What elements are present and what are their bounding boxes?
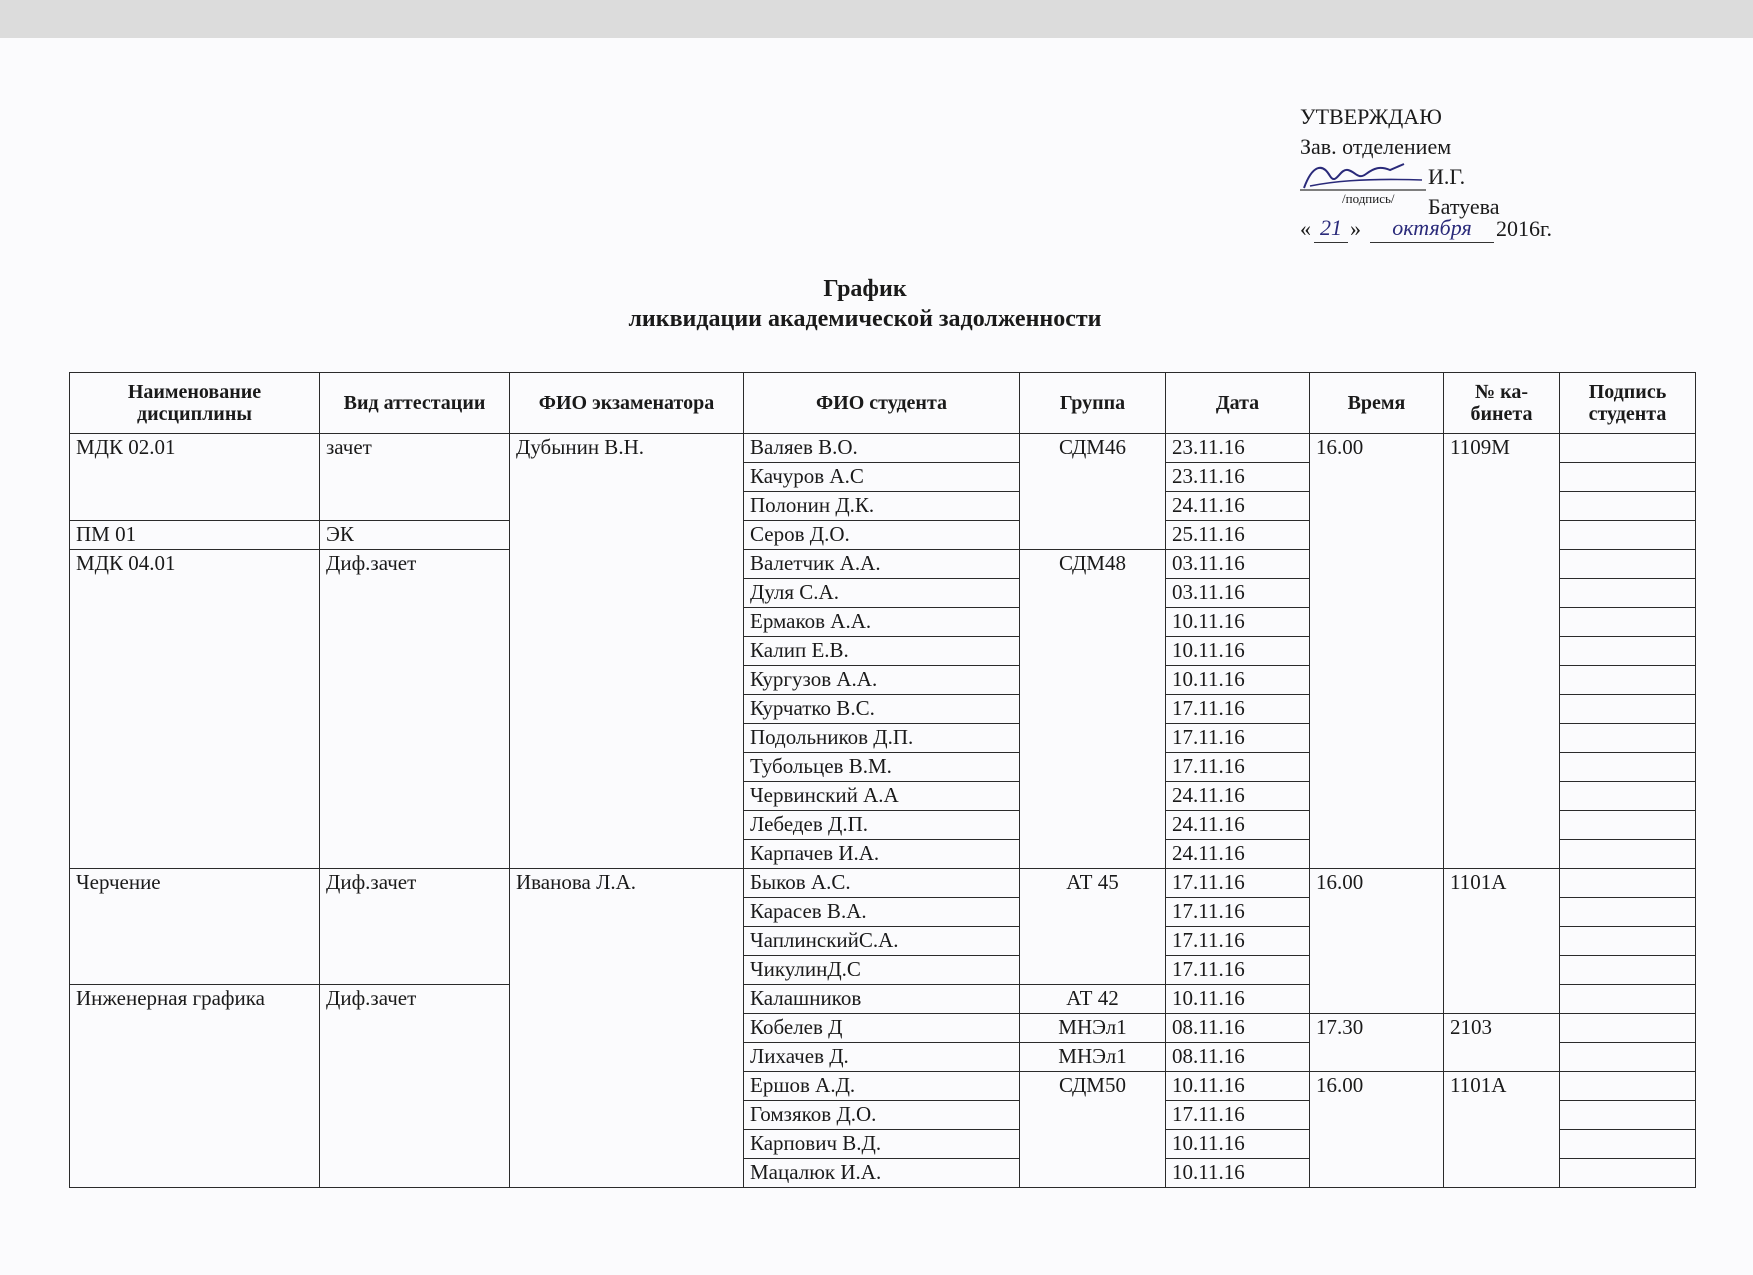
attestation-cell: ЭК: [320, 521, 510, 550]
date-cell: 17.11.16: [1166, 927, 1310, 956]
student-signature-cell[interactable]: [1560, 1043, 1696, 1072]
date-cell: 24.11.16: [1166, 782, 1310, 811]
student-signature-cell[interactable]: [1560, 1072, 1696, 1101]
student-cell: Качуров А.С: [744, 463, 1020, 492]
student-cell: Мацалюк И.А.: [744, 1159, 1020, 1188]
attestation-cell: Диф.зачет: [320, 869, 510, 985]
student-signature-cell[interactable]: [1560, 927, 1696, 956]
discipline-cell: МДК 02.01: [70, 434, 320, 521]
date-cell: 10.11.16: [1166, 1072, 1310, 1101]
header-student: ФИО студента: [744, 373, 1020, 434]
student-cell: Калашников: [744, 985, 1020, 1014]
room-cell: 1109М: [1444, 434, 1560, 869]
discipline-cell: МДК 04.01: [70, 550, 320, 869]
student-cell: Червинский А.А: [744, 782, 1020, 811]
student-cell: Гомзяков Д.О.: [744, 1101, 1020, 1130]
student-cell: Дуля С.А.: [744, 579, 1020, 608]
group-cell: СДМ50: [1020, 1072, 1166, 1188]
student-signature-cell[interactable]: [1560, 869, 1696, 898]
group-cell: АТ 42: [1020, 985, 1166, 1014]
student-signature-cell[interactable]: [1560, 695, 1696, 724]
student-cell: Валетчик А.А.: [744, 550, 1020, 579]
date-cell: 17.11.16: [1166, 724, 1310, 753]
student-cell: Карпачев И.А.: [744, 840, 1020, 869]
date-cell: 03.11.16: [1166, 550, 1310, 579]
date-cell: 23.11.16: [1166, 434, 1310, 463]
date-cell: 10.11.16: [1166, 985, 1310, 1014]
date-cell: 08.11.16: [1166, 1014, 1310, 1043]
date-cell: 24.11.16: [1166, 811, 1310, 840]
student-signature-cell[interactable]: [1560, 1101, 1696, 1130]
student-signature-cell[interactable]: [1560, 898, 1696, 927]
date-cell: 08.11.16: [1166, 1043, 1310, 1072]
student-signature-cell[interactable]: [1560, 1014, 1696, 1043]
student-cell: Подольников Д.П.: [744, 724, 1020, 753]
header-date: Дата: [1166, 373, 1310, 434]
header-group: Группа: [1020, 373, 1166, 434]
student-cell: Быков А.С.: [744, 869, 1020, 898]
group-cell: МНЭл1: [1020, 1014, 1166, 1043]
student-cell: Лебедев Д.П.: [744, 811, 1020, 840]
student-signature-cell[interactable]: [1560, 956, 1696, 985]
date-open-quote: «: [1300, 216, 1311, 241]
room-cell: 1101А: [1444, 869, 1560, 1014]
attestation-cell: зачет: [320, 434, 510, 521]
date-cell: 24.11.16: [1166, 840, 1310, 869]
student-cell: Ершов А.Д.: [744, 1072, 1020, 1101]
date-cell: 10.11.16: [1166, 608, 1310, 637]
date-cell: 24.11.16: [1166, 492, 1310, 521]
date-month: октября: [1370, 214, 1494, 243]
student-cell: Карасев В.А.: [744, 898, 1020, 927]
student-cell: Валяев В.О.: [744, 434, 1020, 463]
header-time: Время: [1310, 373, 1444, 434]
date-cell: 10.11.16: [1166, 637, 1310, 666]
student-cell: Полонин Д.К.: [744, 492, 1020, 521]
date-cell: 17.11.16: [1166, 956, 1310, 985]
student-cell: Калип Е.В.: [744, 637, 1020, 666]
header-signature: Подпись студента: [1560, 373, 1696, 434]
approval-position: Зав. отделением: [1300, 134, 1452, 159]
student-signature-cell[interactable]: [1560, 550, 1696, 579]
student-signature-cell[interactable]: [1560, 434, 1696, 463]
date-close-quote: »: [1350, 216, 1361, 241]
group-cell: МНЭл1: [1020, 1043, 1166, 1072]
date-cell: 17.11.16: [1166, 869, 1310, 898]
table-row: [70, 869, 1696, 898]
student-cell: ЧаплинскийС.А.: [744, 927, 1020, 956]
date-cell: 17.11.16: [1166, 695, 1310, 724]
student-signature-cell[interactable]: [1560, 463, 1696, 492]
document-title: [0, 274, 1730, 334]
header-examiner: ФИО экзаменатора: [510, 373, 744, 434]
student-signature-cell[interactable]: [1560, 782, 1696, 811]
student-signature-cell[interactable]: [1560, 985, 1696, 1014]
student-cell: Серов Д.О.: [744, 521, 1020, 550]
header-attestation: Вид аттестации: [320, 373, 510, 434]
date-cell: 03.11.16: [1166, 579, 1310, 608]
discipline-cell: Черчение: [70, 869, 320, 985]
approval-date: [1300, 214, 1553, 248]
title-line-1: График: [823, 276, 907, 302]
group-cell: СДМ48: [1020, 550, 1166, 869]
date-cell: 23.11.16: [1166, 463, 1310, 492]
date-year: 2016г.: [1496, 216, 1553, 241]
signature-line: [1300, 162, 1500, 219]
date-cell: 17.11.16: [1166, 898, 1310, 927]
approval-signer: И.Г. Батуева: [1428, 164, 1500, 219]
student-cell: Курчатко В.С.: [744, 695, 1020, 724]
student-signature-cell[interactable]: [1560, 608, 1696, 637]
student-signature-cell[interactable]: [1560, 579, 1696, 608]
examiner-cell: Дубынин В.Н.: [510, 434, 744, 869]
student-signature-cell[interactable]: [1560, 1159, 1696, 1188]
time-cell: 16.00: [1310, 1072, 1444, 1188]
signature-caption: /подпись/: [1342, 191, 1395, 206]
discipline-cell: Инженерная графика: [70, 985, 320, 1188]
student-signature-cell[interactable]: [1560, 666, 1696, 695]
room-cell: 1101А: [1444, 1072, 1560, 1188]
student-signature-cell[interactable]: [1560, 492, 1696, 521]
discipline-cell: ПМ 01: [70, 521, 320, 550]
student-cell: Ермаков А.А.: [744, 608, 1020, 637]
date-day: 21: [1314, 214, 1348, 243]
title-line-2: ликвидации академической задолженности: [628, 306, 1102, 332]
group-cell: АТ 45: [1020, 869, 1166, 985]
table-row: [70, 434, 1696, 463]
student-cell: Карпович В.Д.: [744, 1130, 1020, 1159]
examiner-cell: Иванова Л.А.: [510, 869, 744, 1188]
student-cell: Лихачев Д.: [744, 1043, 1020, 1072]
table-header-row: [70, 373, 1696, 434]
student-cell: Кобелев Д: [744, 1014, 1020, 1043]
date-cell: 10.11.16: [1166, 666, 1310, 695]
date-cell: 17.11.16: [1166, 753, 1310, 782]
time-cell: 16.00: [1310, 434, 1444, 869]
attestation-cell: Диф.зачет: [320, 985, 510, 1188]
time-cell: 16.00: [1310, 869, 1444, 1014]
student-signature-cell[interactable]: [1560, 637, 1696, 666]
document-page: [0, 38, 1753, 1275]
student-signature-cell[interactable]: [1560, 724, 1696, 753]
date-cell: 10.11.16: [1166, 1159, 1310, 1188]
attestation-cell: Диф.зачет: [320, 550, 510, 869]
approval-heading: УТВЕРЖДАЮ: [1300, 104, 1442, 129]
student-signature-cell[interactable]: [1560, 521, 1696, 550]
room-cell: 2103: [1444, 1014, 1560, 1072]
date-cell: 17.11.16: [1166, 1101, 1310, 1130]
student-signature-cell[interactable]: [1560, 753, 1696, 782]
header-discipline: Наименование дисциплины: [70, 373, 320, 434]
student-cell: ЧикулинД.С: [744, 956, 1020, 985]
student-cell: Тубольцев В.М.: [744, 753, 1020, 782]
student-signature-cell[interactable]: [1560, 1130, 1696, 1159]
student-signature-cell[interactable]: [1560, 840, 1696, 869]
time-cell: 17.30: [1310, 1014, 1444, 1072]
group-cell: СДМ46: [1020, 434, 1166, 550]
approval-block: [1300, 102, 1553, 248]
date-cell: 25.11.16: [1166, 521, 1310, 550]
student-signature-cell[interactable]: [1560, 811, 1696, 840]
student-cell: Кургузов А.А.: [744, 666, 1020, 695]
header-room: № ка-бинета: [1444, 373, 1560, 434]
debt-schedule-table: [69, 372, 1696, 1188]
date-cell: 10.11.16: [1166, 1130, 1310, 1159]
